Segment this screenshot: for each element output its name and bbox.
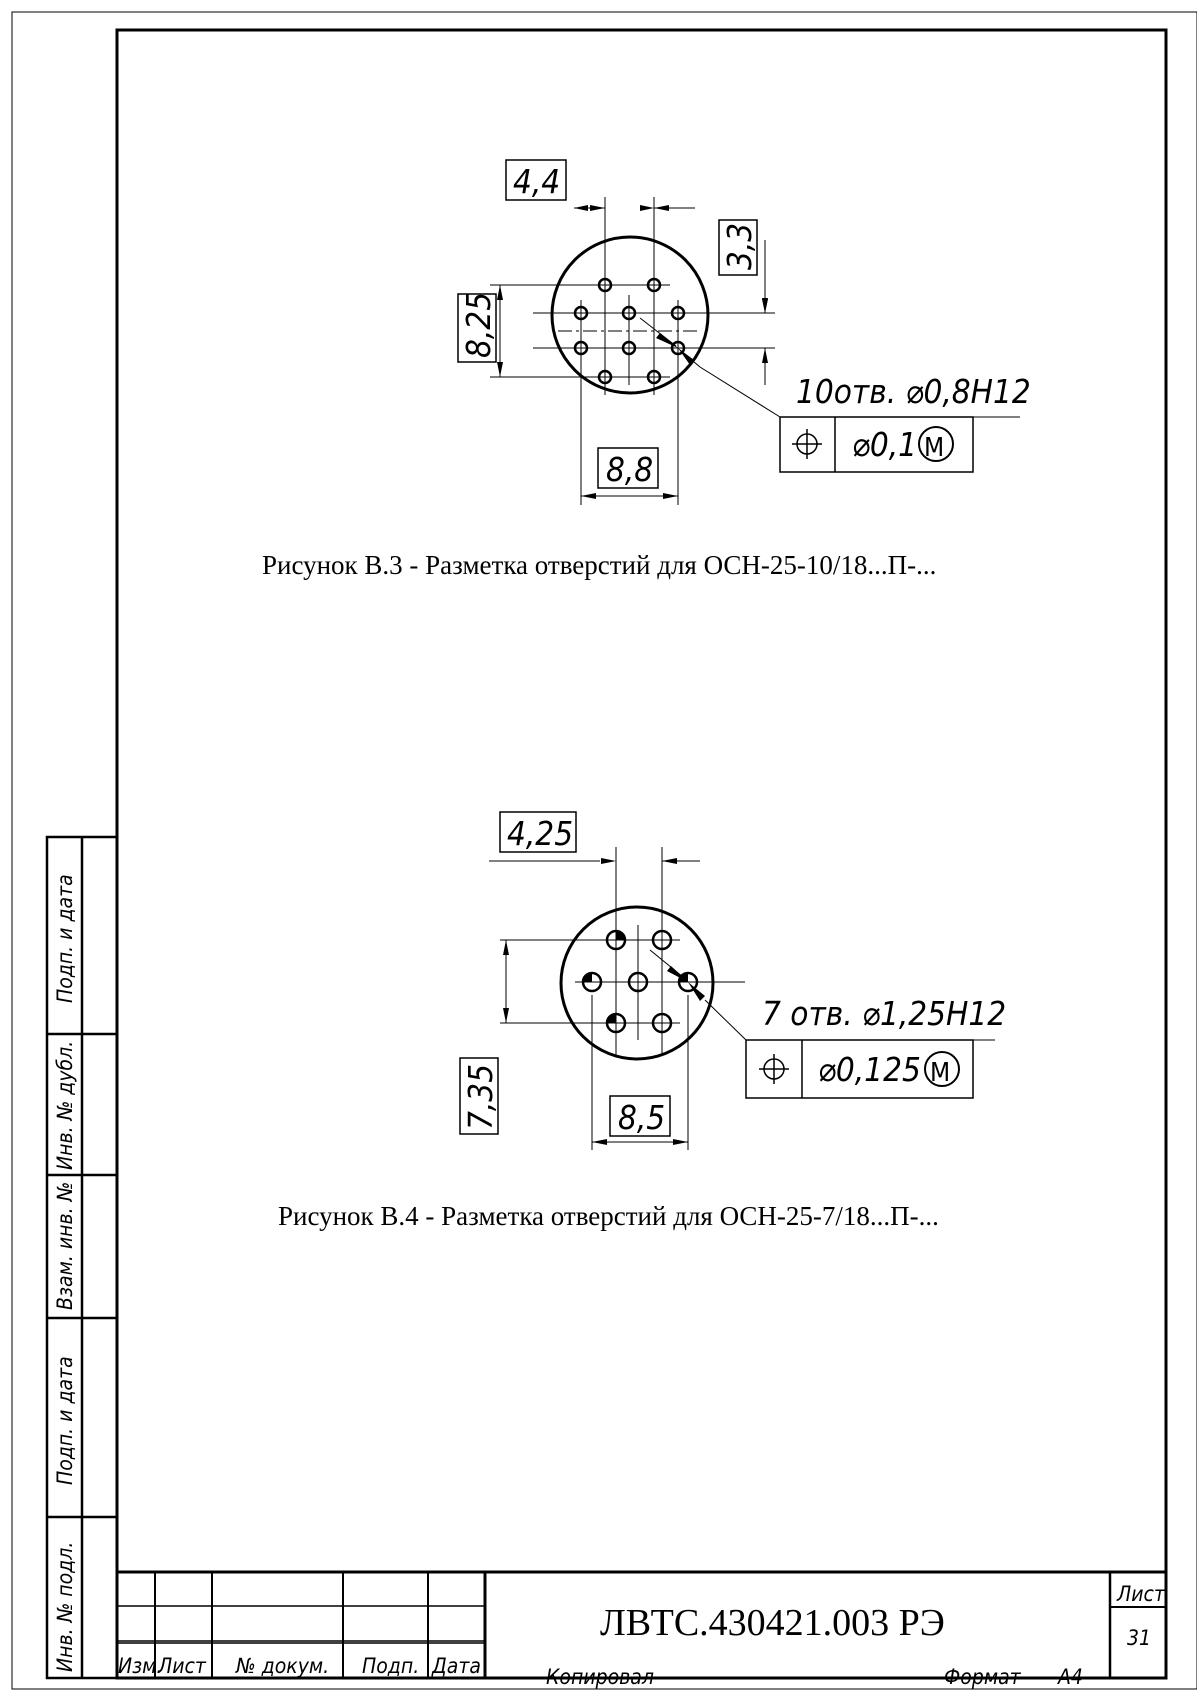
tb-header-podp: Подп. xyxy=(362,1654,420,1678)
stamp-label-inv-dubl: Инв. № дубл. xyxy=(53,1040,77,1170)
fig4-hole-fill xyxy=(607,1014,616,1023)
tb-header-izm: Изм. xyxy=(118,1654,163,1678)
figure-4-drawing xyxy=(460,812,995,1150)
fig3-tolerance-value: ⌀0,1 xyxy=(852,425,918,464)
fig4-hole-fill xyxy=(583,973,592,982)
fig4-dim-bottom: 8,5 xyxy=(618,1098,666,1137)
fig3-caption: Рисунок В.3 - Разметка отверстий для ОСН-25-10/18...П-... xyxy=(262,550,937,580)
stamp-label-inv-podl: Инв. № подл. xyxy=(53,1541,77,1672)
fig3-dim-top: 4,4 xyxy=(513,162,561,201)
fig4-tolerance-value: ⌀0,125 xyxy=(818,1050,921,1089)
tb-sheet-label: Лист xyxy=(1117,1582,1165,1606)
fig3-modifier: M xyxy=(924,433,945,463)
fig3-dim-right: 3,3 xyxy=(720,222,759,270)
stamp-label-podp-data-2: Подп. и дата xyxy=(53,1356,77,1485)
tb-header-list: Лист xyxy=(158,1654,206,1678)
tb-designation: ЛВТС.430421.003 РЭ xyxy=(600,1602,945,1644)
tb-sheet-number: 31 xyxy=(1127,1626,1152,1650)
inner-frame xyxy=(117,30,1166,1678)
footer-copied: Копировал xyxy=(546,1665,654,1689)
tb-header-dokum: № докум. xyxy=(236,1654,330,1678)
tb-header-data: Дата xyxy=(432,1654,481,1678)
fig4-holes-note: 7 отв. ⌀1,25H12 xyxy=(762,994,1007,1033)
fig4-hole-fill xyxy=(616,931,625,940)
fig3-holes-note: 10отв. ⌀0,8H12 xyxy=(796,372,1031,411)
fig4-dim-top: 4,25 xyxy=(507,814,574,853)
fig3-dim-left: 8,25 xyxy=(459,291,498,358)
fig3-dim-bottom: 8,8 xyxy=(606,450,654,489)
footer-format-value: А4 xyxy=(1058,1665,1083,1689)
stamp-label-vzam-inv: Взам. инв. № xyxy=(53,1181,77,1310)
stamp-label-podp-data-1: Подп. и дата xyxy=(53,874,77,1003)
footer-format-label: Формат xyxy=(944,1665,1021,1689)
fig4-modifier: M xyxy=(930,1058,951,1088)
fig4-caption: Рисунок В.4 - Разметка отверстий для ОСН-25-7/18...П-... xyxy=(278,1201,939,1231)
fig4-dim-left: 7,35 xyxy=(461,1063,500,1130)
